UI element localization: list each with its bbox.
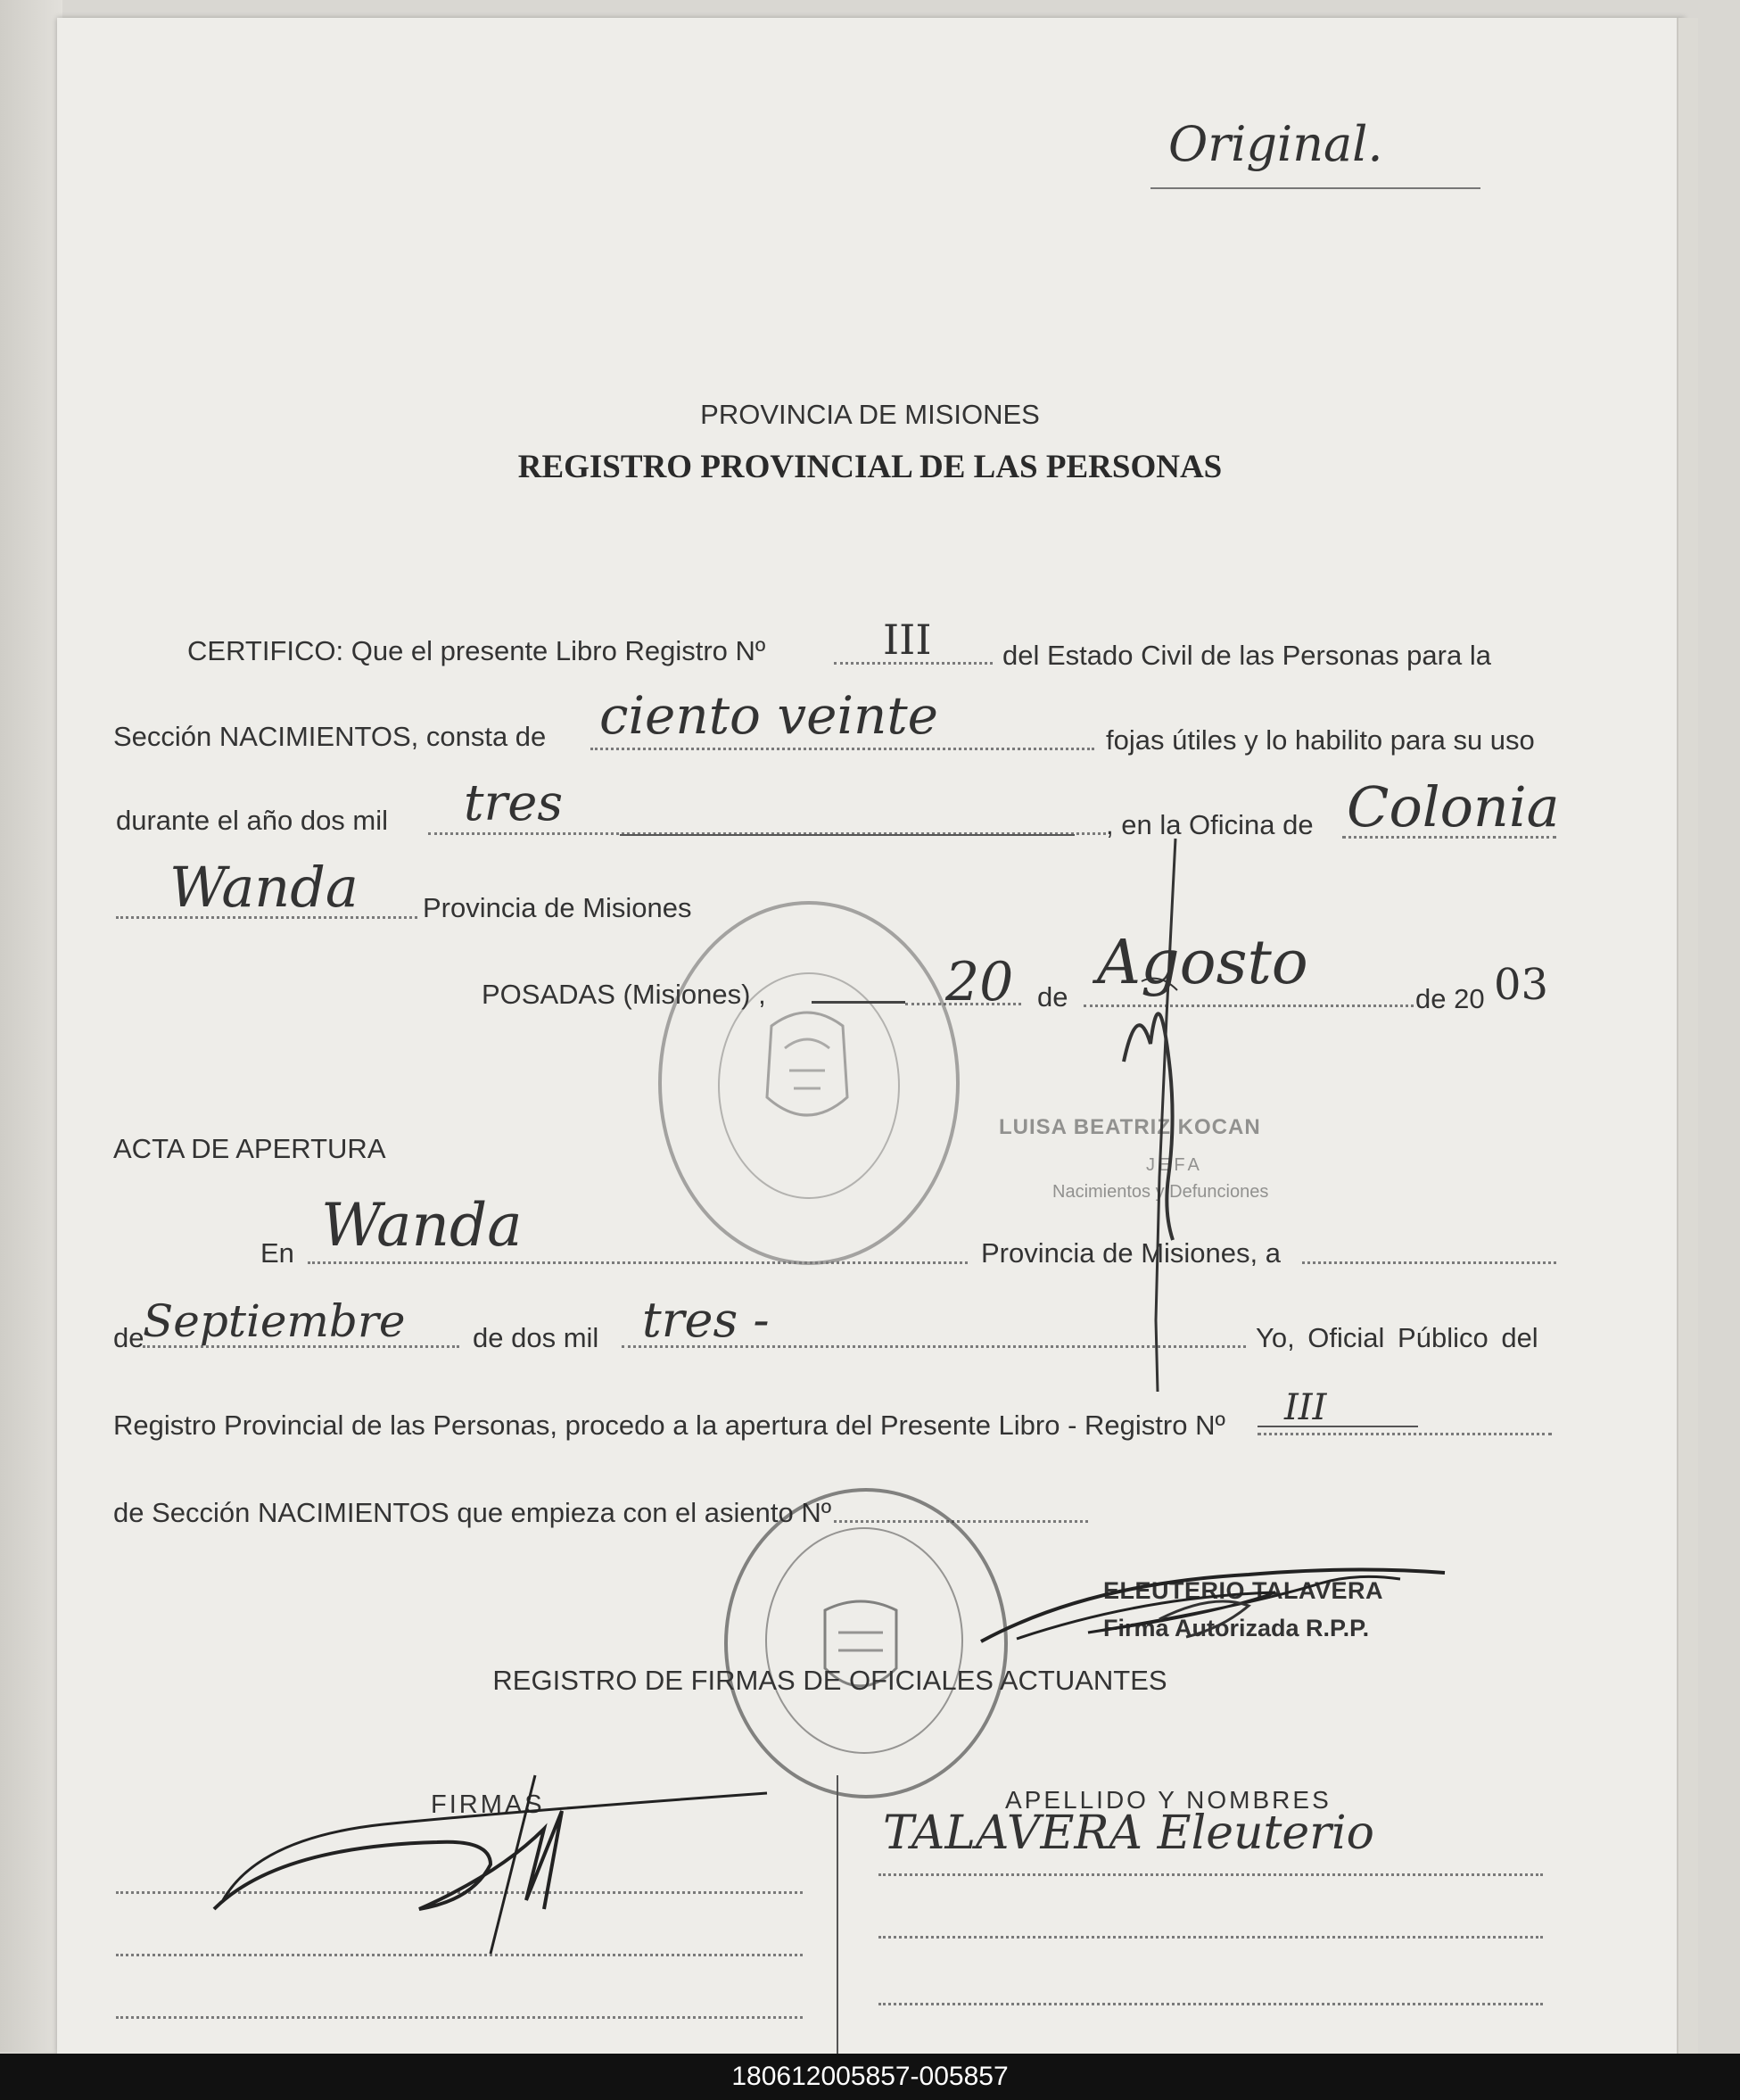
acta-year-written: tres - xyxy=(642,1292,770,1348)
annotation-underline xyxy=(1150,187,1480,189)
certifico-line2-a: Sección NACIMIENTOS, consta de xyxy=(113,721,547,752)
official-stamp-role: JEFA xyxy=(1146,1155,1203,1175)
official-stamp-dept: Nacimientos y Defunciones xyxy=(1052,1182,1269,1202)
certifico-line4-b: Provincia de Misiones xyxy=(423,892,692,923)
acta-month-written: Septiembre xyxy=(143,1295,406,1347)
acta-book-written: III xyxy=(1284,1387,1327,1428)
certifico-line3-a: durante el año dos mil xyxy=(116,805,389,836)
acta-date-dots xyxy=(1302,1261,1556,1264)
firma-line-2 xyxy=(116,1954,803,1956)
year-underline xyxy=(620,834,1075,836)
column-divider xyxy=(837,1775,838,2054)
pages-written: ciento veinte xyxy=(599,685,939,746)
background-left xyxy=(0,0,62,2052)
certifico-signature xyxy=(1088,839,1222,1392)
acta-en: En xyxy=(260,1237,294,1269)
year-suffix-written: 03 xyxy=(1494,960,1549,1010)
document-code-footer: 180612005857-005857 xyxy=(0,2054,1740,2100)
certifico-line3-b: , en la Oficina de xyxy=(1106,809,1314,840)
year-written: tres xyxy=(464,774,564,832)
province-heading: PROVINCIA DE MISIONES xyxy=(700,399,1040,430)
firma-name-written: TALAVERA Eleuterio xyxy=(883,1806,1374,1860)
page-edge xyxy=(1677,18,1698,2054)
firma-signature xyxy=(205,1775,776,1954)
month-written: Agosto xyxy=(1097,928,1308,998)
acta-yo: Yo, Oficial Público del xyxy=(1256,1322,1538,1353)
firmas-col-signature: FIRMAS xyxy=(431,1790,545,1819)
acta-title: ACTA DE APERTURA xyxy=(113,1133,386,1164)
office-written-b: Wanda xyxy=(169,855,359,920)
signer-stamp-role: Firma Autorizada R.P.P. xyxy=(1103,1615,1370,1641)
acta-dos-mil: de dos mil xyxy=(473,1322,599,1353)
place-text: POSADAS (Misiones) , xyxy=(482,979,766,1010)
certifico-line1-a: CERTIFICO: Que el presente Libro Registro Nº xyxy=(187,635,766,666)
acta-place-dots xyxy=(308,1261,968,1264)
de-text: de xyxy=(1037,981,1068,1013)
official-stamp-name: LUISA BEATRIZ KOCAN xyxy=(999,1115,1261,1139)
book-number-written: III xyxy=(883,616,932,664)
firmas-col-names: APELLIDO Y NOMBRES xyxy=(1005,1786,1332,1814)
acta-line3: Registro Provincial de las Personas, procedo a la apertura del Presente Libro - Registro Nº xyxy=(113,1410,1225,1441)
name-line-3 xyxy=(878,2003,1543,2005)
registry-heading: REGISTRO PROVINCIAL DE LAS PERSONAS xyxy=(517,449,1223,485)
acta-place-written: Wanda xyxy=(321,1191,523,1260)
seal-emblem-icon xyxy=(745,999,870,1142)
day-written: 20 xyxy=(945,951,1014,1013)
acta-book-dots xyxy=(1258,1433,1552,1435)
name-line-2 xyxy=(878,1936,1543,1939)
firma-line-3 xyxy=(116,2016,803,2019)
original-annotation: Original. xyxy=(1168,116,1383,172)
office-written-a: Colonia xyxy=(1347,774,1560,839)
certifico-line2-b: fojas útiles y lo habilito para su uso xyxy=(1106,724,1535,756)
name-line-1 xyxy=(878,1873,1543,1876)
certifico-line1-b: del Estado Civil de las Personas para la xyxy=(1002,640,1491,671)
pages-dots xyxy=(590,748,1094,750)
acta-de: de xyxy=(113,1322,144,1353)
acta-line4: de Sección NACIMIENTOS que empieza con el asiento Nº xyxy=(113,1497,832,1528)
firmas-title: REGISTRO DE FIRMAS DE OFICIALES ACTUANTES xyxy=(492,1665,1167,1696)
acta-book-underline xyxy=(1258,1426,1418,1427)
acta-provincia: Provincia de Misiones, a xyxy=(981,1237,1281,1269)
signer-stamp-name: ELEUTERIO TALAVERA xyxy=(1103,1577,1384,1604)
signer-signature xyxy=(981,1557,1463,1655)
year-prefix-text: de 20 xyxy=(1415,983,1485,1014)
